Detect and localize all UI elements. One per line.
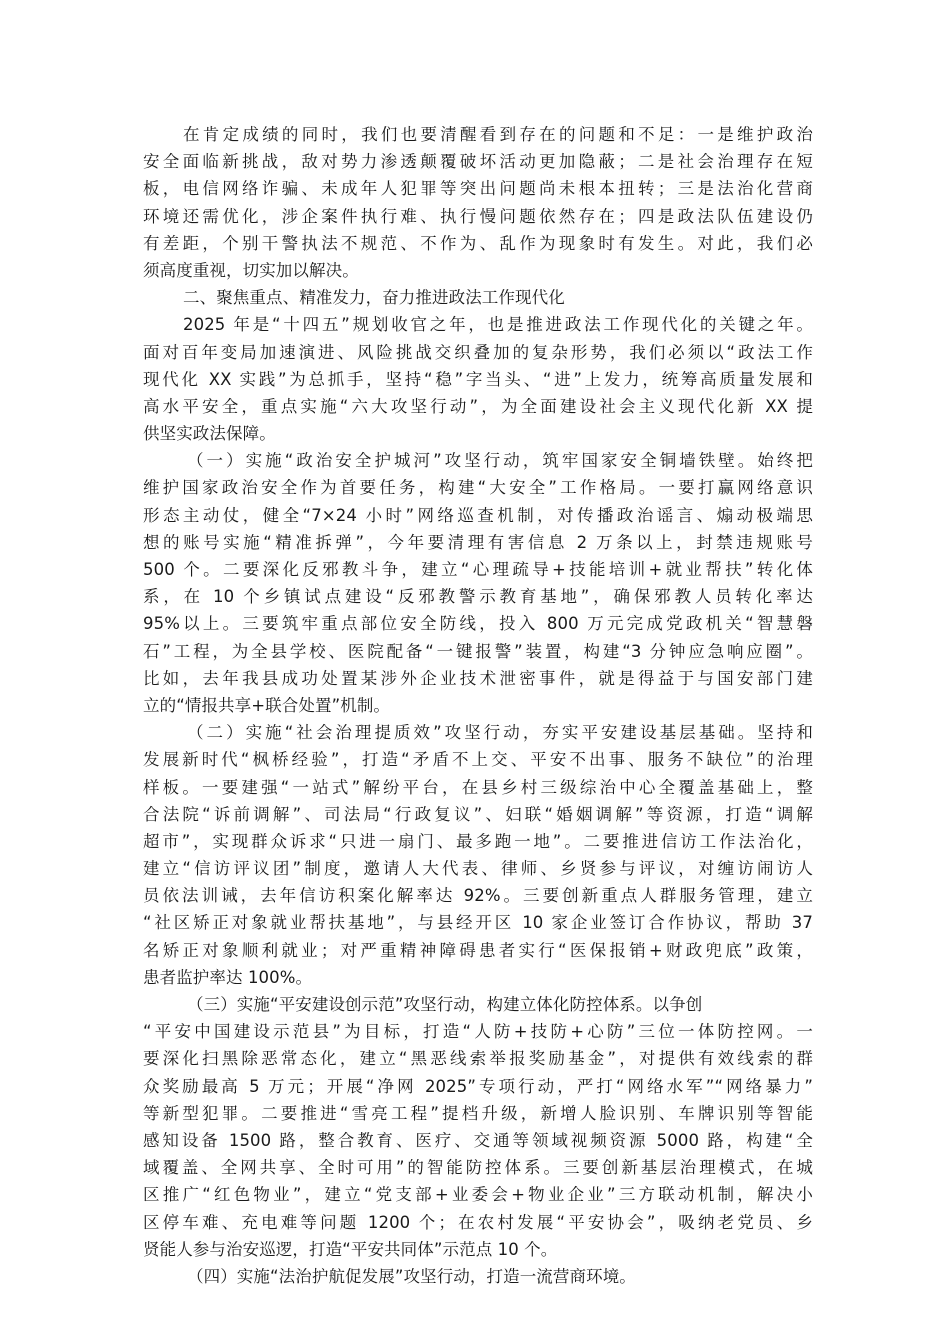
text-line: 要深化扫黑除恶常态化，建立“黑恶线索举报奖励基金”，对提供有效线索的群: [143, 1049, 813, 1069]
text-line: 面对百年变局加速演进、风险挑战交织叠加的复杂形势，我们必须以“政法工作: [143, 342, 813, 362]
text-line: 比如，去年我县成功处置某涉外企业技术泄密事件，就是得益于与国安部门建: [143, 668, 813, 688]
text-line: （二）实施“社会治理提质效”攻坚行动，夯实平安建设基层基础。坚持和: [187, 723, 813, 743]
text-line: 感知设备 1500 路，整合教育、医疗、交通等领域视频资源 5000 路，构建“全: [143, 1130, 813, 1150]
text-line: （三）实施“平安建设创示范”攻坚行动，构建立体化防控体系。以争创: [187, 995, 703, 1014]
text-line: 系，在 10 个乡镇试点建设“反邪教警示教育基地”，确保邪教人员转化率达: [143, 587, 813, 607]
text-line: 高水平安全，重点实施“六大攻坚行动”，为全面建设社会主义现代化新 XX 提: [143, 396, 813, 416]
text-line: 超市”，实现群众诉求“只进一扇门、最多跑一地”。二要推进信访工作法治化，: [143, 831, 813, 851]
text-line: 2025 年是“十四五”规划收官之年，也是推进政法工作现代化的关键之年。: [183, 315, 813, 335]
text-line: “平安中国建设示范县”为目标，打造“人防+技防+心防”三位一体防控网。一: [143, 1022, 813, 1042]
text-line: 有差距，个别干警执法不规范、不作为、乱作为现象时有发生。对此，我们必: [143, 233, 813, 253]
text-line: 名矫正对象顺利就业；对严重精神障碍患者实行“医保报销+财政兜底”政策，: [143, 940, 813, 960]
text-line: （一）实施“政治安全护城河”攻坚行动，筑牢国家安全铜墙铁壁。始终把: [187, 451, 813, 471]
text-line: 形态主动仗，健全“7×24 小时”网络巡查机制，对传播政治谣言、煽动极端思: [143, 505, 813, 525]
text-line: 等新型犯罪。二要推进“雪亮工程”提档升级，新增人脸识别、车牌识别等智能: [143, 1103, 813, 1123]
text-line: 须高度重视，切实加以解决。: [143, 260, 359, 280]
text-line: （四）实施“法治护航促发展”攻坚行动，打造一流营商环境。: [187, 1266, 636, 1286]
text-line: “社区矫正对象就业帮扶基地”，与县经开区 10 家企业签订合作协议，帮助 37: [143, 913, 813, 933]
text-line: 板，电信网络诈骗、未成年人犯罪等突出问题尚未根本扭转；三是法治化营商: [143, 179, 813, 199]
document-body: [143, 121, 813, 1290]
text-line: 样板。一要建强“一站式”解纷平台，在县乡村三级综治中心全覆盖基础上，整: [143, 777, 813, 797]
text-line: 95%以上。三要筑牢重点部位安全防线，投入 800 万元完成党政机关“智慧磐: [143, 614, 813, 634]
text-line: 建立“信访评议团”制度，邀请人大代表、律师、乡贤参与评议，对缠访闹访人: [143, 859, 813, 879]
text-line: 区停车难、充电难等问题 1200 个；在农村发展“平安协会”，吸纳老党员、乡: [143, 1212, 813, 1232]
text-line: 安全面临新挑战，敌对势力渗透颠覆破坏活动更加隐蔽；二是社会治理存在短: [143, 152, 813, 172]
text-line: 立的“情报共享+联合处置”机制。: [143, 695, 391, 715]
text-line: 合法院“诉前调解”、司法局“行政复议”、妇联“婚姻调解”等资源，打造“调解: [143, 804, 813, 824]
text-line: 500 个。二要深化反邪教斗争，建立“心理疏导+技能培训+就业帮扶”转化体: [143, 560, 813, 579]
text-line: 患者监护率达 100%。: [143, 967, 313, 987]
text-line: 发展新时代“枫桥经验”，打造“矛盾不上交、平安不出事、服务不缺位”的治理: [143, 750, 813, 770]
text-line: 二、聚焦重点、精准发力，奋力推进政法工作现代化: [183, 288, 565, 308]
text-line: 想的账号实施“精准拆弹”，今年要清理有害信息 2 万条以上，封禁违规账号: [143, 532, 813, 552]
text-line: 在肯定成绩的同时，我们也要清醒看到存在的问题和不足：一是维护政治: [183, 125, 813, 144]
text-line: 员依法训诫，去年信访积案化解率达 92%。三要创新重点人群服务管理，建立: [143, 886, 813, 906]
text-line: 供坚实政法保障。: [143, 424, 276, 444]
text-line: 维护国家政治安全作为首要任务，构建“大安全”工作格局。一要打赢网络意识: [143, 478, 813, 498]
text-line: 现代化 XX 实践”为总抓手，坚持“稳”字当头、“进”上发力，统筹高质量发展和: [143, 369, 813, 389]
text-line: 贤能人参与治安巡逻，打造“平安共同体”示范点 10 个。: [143, 1239, 558, 1259]
text-line: 环境还需优化，涉企案件执行难、执行慢问题依然存在；四是政法队伍建设仍: [143, 206, 813, 226]
text-line: 众奖励最高 5 万元；开展“净网 2025”专项行动，严打“网络水军”“网络暴力”: [143, 1076, 813, 1096]
text-line: 石”工程，为全县学校、医院配备“一键报警”装置，构建“3 分钟应急响应圈”。: [143, 641, 813, 661]
text-line: 域覆盖、全网共享、全时可用”的智能防控体系。三要创新基层治理模式，在城: [143, 1158, 813, 1178]
text-line: 区推广“红色物业”，建立“党支部+业委会+物业企业”三方联动机制，解决小: [143, 1185, 813, 1205]
